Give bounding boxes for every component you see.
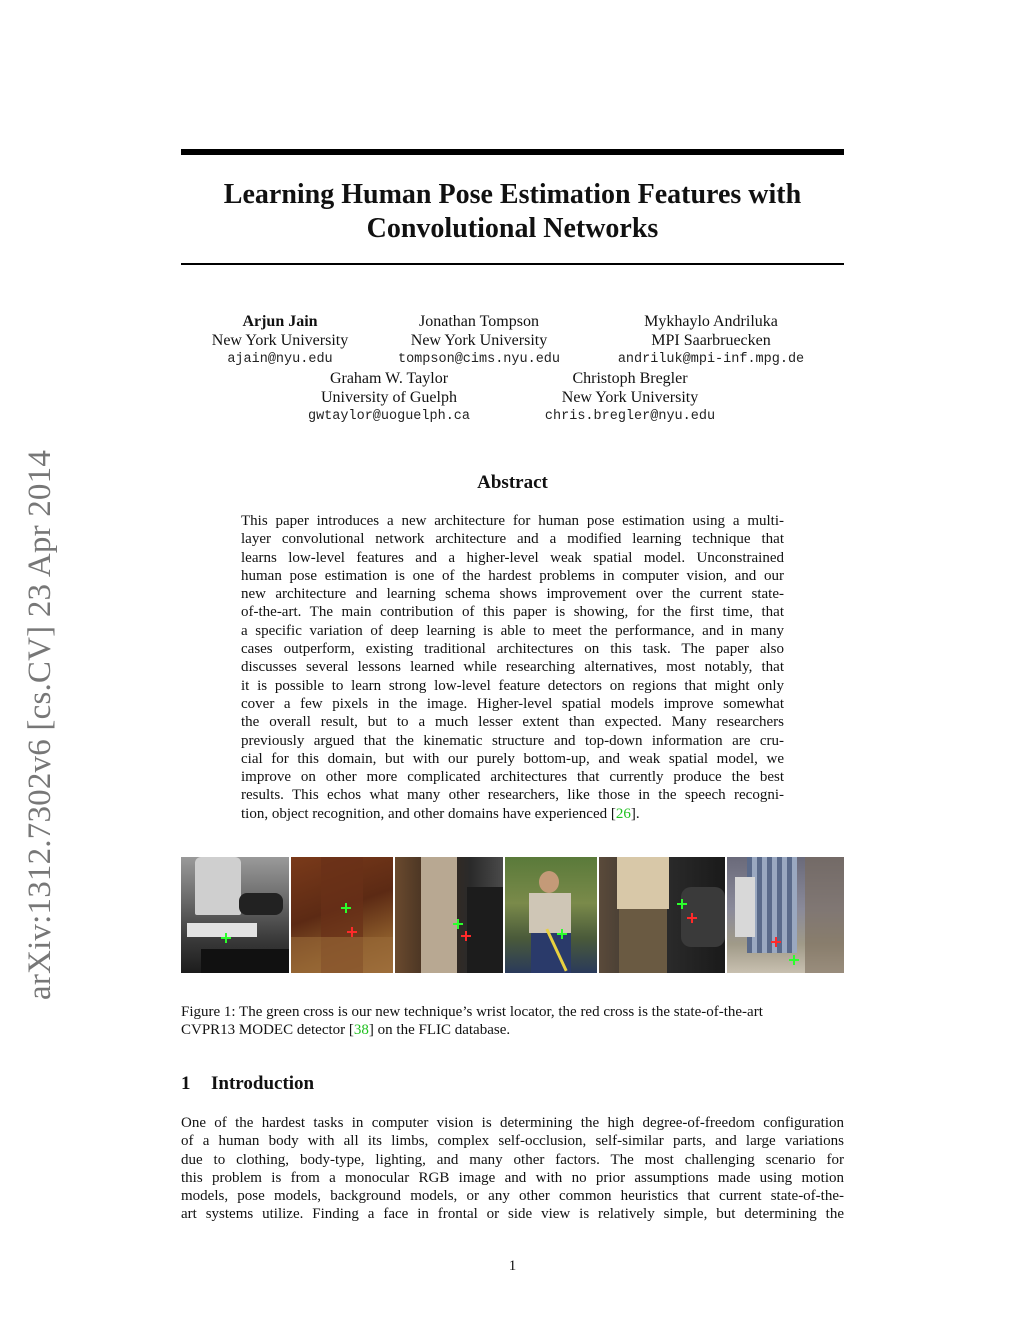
body-line: One of the hardest tasks in computer vision is determining the high degree-of-freedom configuration: [181, 1115, 844, 1131]
abstract-line: human pose estimation is one of the hardest problems in computer vision, and our: [241, 567, 784, 584]
abstract-line: cover a few pixels in the image. Higher-level spatial models improve somewhat: [241, 695, 784, 712]
author-email: tompson@cims.nyu.edu: [397, 352, 561, 367]
paper-title: [181, 178, 844, 246]
figure-panel: [727, 857, 844, 973]
citation-link[interactable]: 38: [353, 1022, 369, 1039]
author-affiliation: University of Guelph: [321, 389, 457, 406]
citation-link[interactable]: 26: [615, 805, 631, 822]
abstract-text: tion, object recognition, and other domains have experienced [: [241, 805, 616, 822]
author-affiliation: New York University: [410, 332, 548, 349]
author-name: Jonathan Tompson: [419, 313, 539, 330]
abstract-line: improve on other more complicated architectures that currently produce the best: [241, 769, 784, 786]
abstract-body: [241, 512, 784, 823]
green-cross-marker: [221, 933, 231, 943]
figure-panel: [505, 857, 597, 973]
figure-caption: [181, 1003, 844, 1040]
author-affiliation: MPI Saarbruecken: [651, 332, 771, 349]
body-line: models, pose models, background models, or any other common heuristics that current state-of-the-: [181, 1188, 844, 1205]
figure-panel: [181, 857, 289, 973]
page-number: 1: [508, 1258, 517, 1274]
arxiv-identifier: arXiv:1312.7302v6 [cs.CV] 23 Apr 2014: [22, 449, 58, 1000]
figure-image-strip: [181, 857, 844, 973]
title-bottom-rule: [181, 263, 844, 265]
abstract-line: cial for this domain, but with our purely bottom-up, and weak spatial model, we: [241, 750, 784, 767]
author-email: andriluk@mpi-inf.mpg.de: [617, 352, 805, 367]
caption-line: [181, 1021, 844, 1039]
red-cross-marker: [347, 927, 357, 937]
introduction-body: [181, 1114, 844, 1224]
section-heading: [181, 1073, 314, 1095]
author-name: Graham W. Taylor: [329, 370, 449, 387]
caption-text: ] on the FLIC database.: [368, 1022, 511, 1039]
abstract-line: new architecture and learning schema shows improvement over the current state-: [241, 586, 784, 603]
abstract-line: layer convolutional network architecture and a modified learning technique that: [241, 531, 784, 548]
abstract-line: it is possible to learn strong low-level feature detectors on regions that might only: [241, 677, 784, 694]
author-email: ajain@nyu.edu: [227, 352, 333, 367]
title-line-2: Convolutional Networks: [366, 213, 659, 244]
caption-text: CVPR13 MODEC detector [: [181, 1022, 354, 1039]
body-line: of a human body with all its limbs, complex self-occlusion, self-similar parts, and large variations: [181, 1133, 844, 1150]
abstract-line: of-the-art. The main contribution of this paper is showing, for the first time, that: [241, 604, 784, 621]
abstract-line: results. This echos what many other researchers, like those in the speech recogni-: [241, 787, 784, 804]
green-cross-marker: [341, 903, 351, 913]
body-line: this problem is from a monocular RGB image and with no prior assumptions made using motion: [181, 1169, 844, 1186]
caption-line: Figure 1: The green cross is our new technique’s wrist locator, the red cross is the state-of-the-art: [181, 1004, 763, 1020]
figure-panel: [291, 857, 393, 973]
red-cross-marker: [687, 913, 697, 923]
author-name: Christoph Bregler: [572, 370, 688, 387]
author-name: Arjun Jain: [242, 313, 318, 330]
author-block: [374, 312, 584, 369]
abstract-heading: Abstract: [477, 472, 548, 493]
green-cross-marker: [789, 955, 799, 965]
abstract-line: the overall result, but to a much lesser extent than expected. Many researchers: [241, 714, 784, 731]
author-affiliation: New York University: [561, 389, 699, 406]
abstract-line: This paper introduces a new architecture for human pose estimation using a multi-: [241, 513, 784, 529]
section-number: 1: [181, 1073, 191, 1094]
abstract-text: ].: [630, 805, 640, 822]
figure-panel: [395, 857, 503, 973]
red-cross-marker: [461, 931, 471, 941]
author-block: [286, 369, 492, 426]
author-block: [190, 312, 370, 369]
abstract-line: learns low-level features and a higher-level weak spatial model. Unconstrained: [241, 549, 784, 566]
title-top-rule: [181, 149, 844, 155]
figure-panel: [599, 857, 725, 973]
green-cross-marker: [453, 919, 463, 929]
abstract-line: previously argued that the kinematic structure and top-down information are cru-: [241, 732, 784, 749]
green-cross-marker: [557, 929, 567, 939]
author-email: chris.bregler@nyu.edu: [544, 409, 716, 424]
author-block: [520, 369, 740, 426]
author-email: gwtaylor@uoguelph.ca: [307, 409, 471, 424]
abstract-line-last: [241, 805, 784, 823]
red-cross-marker: [771, 937, 781, 947]
body-line: art systems utilize. Finding a face in frontal or side view is relatively simple, but determining the: [181, 1206, 844, 1223]
author-block: [596, 312, 826, 369]
title-line-1: Learning Human Pose Estimation Features with: [223, 179, 802, 210]
abstract-line: a specific variation of deep learning is able to meet the performance, and in many: [241, 622, 784, 639]
abstract-line: discusses several lessons learned while researching alternatives, most notably, that: [241, 659, 784, 676]
author-name: Mykhaylo Andriluka: [644, 313, 778, 330]
author-affiliation: New York University: [211, 332, 349, 349]
section-title: Introduction: [211, 1073, 315, 1094]
body-line: due to clothing, body-type, lighting, and many other factors. The most challenging scenario for: [181, 1151, 844, 1168]
green-cross-marker: [677, 899, 687, 909]
abstract-line: cases outperform, existing traditional architectures on this task. The paper also: [241, 641, 784, 658]
